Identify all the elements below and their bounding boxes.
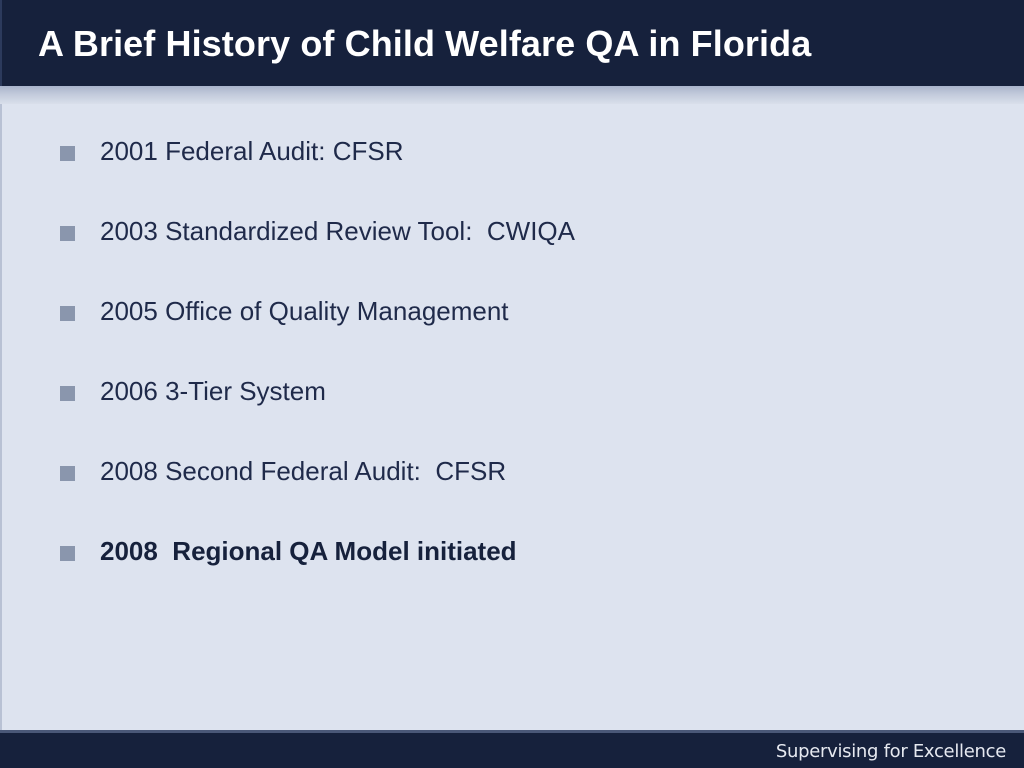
square-bullet-icon [60,466,75,481]
bullet-item-2006-3-tier [60,374,575,454]
bullet-item-2001-cfsr [60,134,575,214]
bullet-text: 2001 Federal Audit: CFSR [100,136,404,166]
bullet-list [60,134,575,614]
bullet-item-2008-second-cfsr [60,454,575,534]
bullet-text: 2008 Regional QA Model initiated [100,536,517,566]
slide-title: A Brief History of Child Welfare QA in Florida [38,23,812,64]
square-bullet-icon [60,146,75,161]
footer-bar [0,730,1024,768]
bullet-item-2008-regional-qa [60,534,575,614]
square-bullet-icon [60,546,75,561]
square-bullet-icon [60,226,75,241]
footer-tagline: Supervising for Excellence [775,741,1006,762]
title-bar [0,0,1024,86]
bullet-item-2005-oqm [60,294,575,374]
bullet-text: 2003 Standardized Review Tool: CWIQA [100,216,575,246]
bullet-text: 2005 Office of Quality Management [100,296,509,326]
bullet-text: 2006 3-Tier System [100,376,326,406]
bullet-text: 2008 Second Federal Audit: CFSR [100,456,507,486]
bullet-item-2003-cwiqa [60,214,575,294]
square-bullet-icon [60,386,75,401]
square-bullet-icon [60,306,75,321]
title-divider [0,86,1024,104]
